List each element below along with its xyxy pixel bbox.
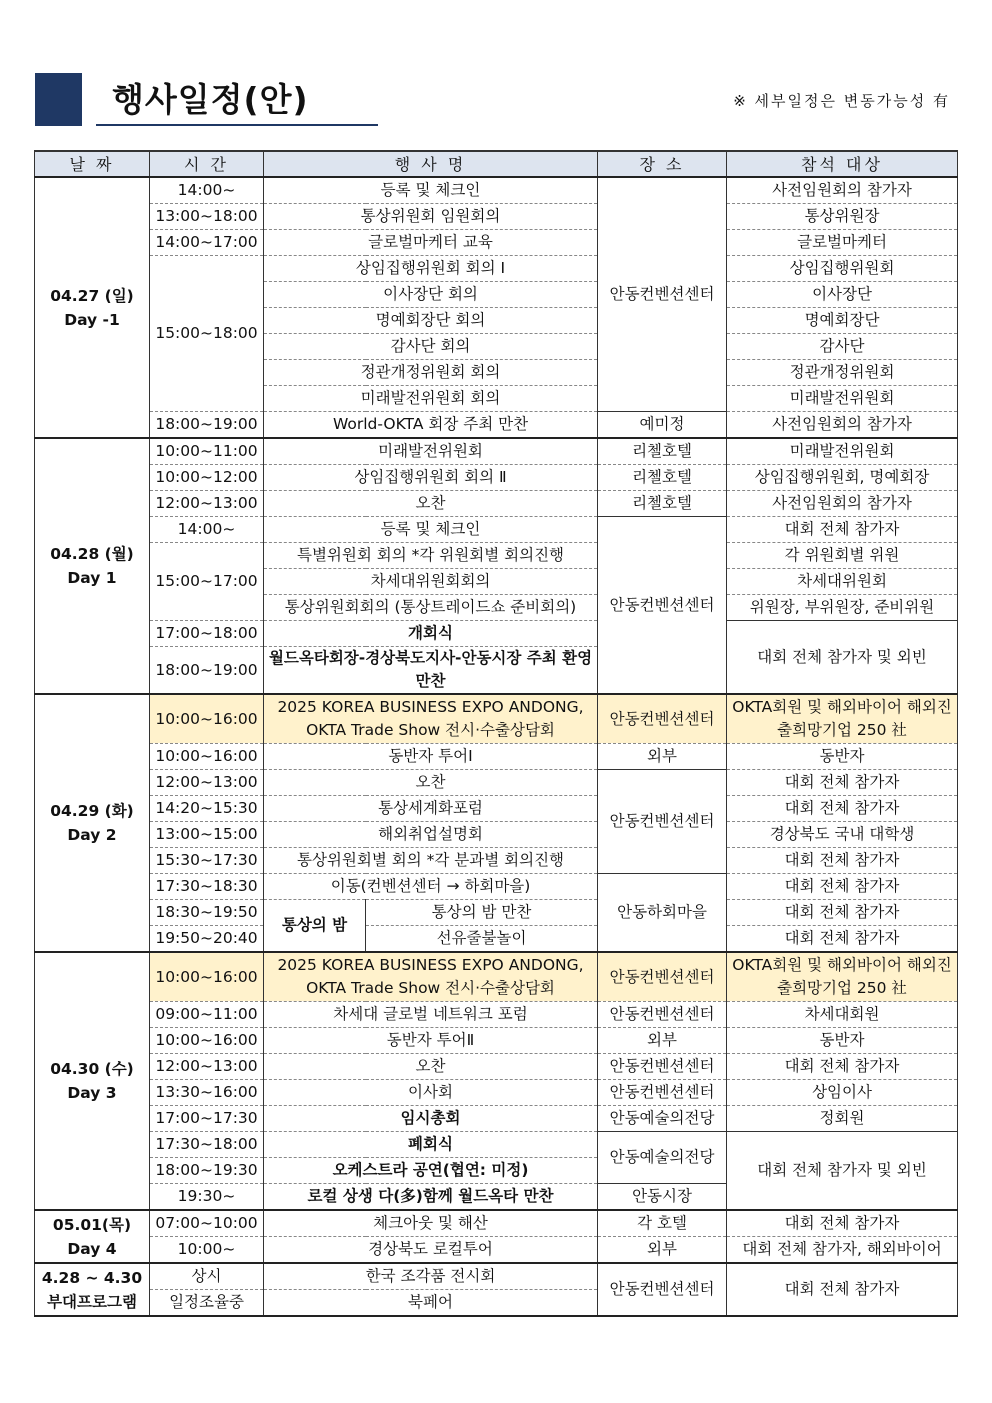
time-cell: 12:00~13:00 [150,491,264,517]
table-row [35,204,958,230]
date-cell: 04.27 (일) Day -1 [35,177,150,438]
event-cell: 통상위원회회의 (통상트레이드쇼 준비회의) [264,595,598,621]
event-cell: 감사단 회의 [264,334,598,360]
table-row [35,770,958,796]
table-header-row [35,151,958,177]
event-cell: 이사회 [264,1080,598,1106]
time-cell: 10:00~16:00 [150,1028,264,1054]
attendee-cell: 대회 전체 참가자 [727,874,958,900]
attendee-cell: 사전임원회의 참가자 [727,412,958,439]
place-cell: 안동컨벤션센터 [598,952,727,1002]
time-cell: 12:00~13:00 [150,770,264,796]
table-row [35,744,958,770]
time-cell: 19:50~20:40 [150,926,264,953]
place-cell: 안동하회마을 [598,874,727,953]
attendee-cell: 대회 전체 참가자 [727,926,958,953]
table-row [35,952,958,1002]
schedule-table [34,150,958,1317]
event-cell: 2025 KOREA BUSINESS EXPO ANDONG, OKTA Trade Show 전시·수출상담회 [264,694,598,744]
attendee-cell: 사전임원회의 참가자 [727,491,958,517]
place-cell: 외부 [598,744,727,770]
place-cell: 안동컨벤션센터 [598,694,727,744]
time-cell: 10:00~11:00 [150,438,264,465]
attendee-cell: 대회 전체 참가자 [727,900,958,926]
table-row [35,1080,958,1106]
event-cell: 오찬 [264,491,598,517]
event-cell: 로컬 상생 다(多)함께 월드옥타 만찬 [264,1184,598,1211]
event-cell: 동반자 투어Ⅰ [264,744,598,770]
event-cell: 특별위원회 회의 *각 위원회별 회의진행 [264,543,598,569]
event-cell: 북페어 [264,1290,598,1317]
event-cell: 임시총회 [264,1106,598,1132]
attendee-cell: 미래발전위원회 [727,438,958,465]
time-cell: 15:00~18:00 [150,256,264,412]
place-cell: 안동컨벤션센터 [598,1080,727,1106]
time-cell: 13:30~16:00 [150,1080,264,1106]
place-cell: 안동컨벤션센터 [598,770,727,874]
event-cell: 경상북도 로컬투어 [264,1237,598,1264]
time-cell: 18:00~19:00 [150,412,264,439]
col-header-event: 행 사 명 [264,151,598,177]
date-cell: 04.29 (화) Day 2 [35,694,150,952]
attendee-cell: 상임집행위원회, 명예회장 [727,465,958,491]
time-cell: 13:00~15:00 [150,822,264,848]
event-cell: 체크아웃 및 해산 [264,1210,598,1237]
attendee-cell: OKTA회원 및 해외바이어 해외진출희망기업 250 社 [727,694,958,744]
date-cell: 04.28 (월) Day 1 [35,438,150,694]
place-cell: 리첼호텔 [598,465,727,491]
table-row [35,621,958,647]
attendee-cell: 대회 전체 참가자 및 외빈 [727,1132,958,1211]
table-row [35,412,958,439]
time-cell: 09:00~11:00 [150,1002,264,1028]
time-cell: 10:00~16:00 [150,694,264,744]
place-cell: 외부 [598,1237,727,1264]
page-title: 행사일정(안) [112,80,309,119]
time-cell: 17:00~18:00 [150,621,264,647]
attendee-cell: 대회 전체 참가자 [727,848,958,874]
place-cell: 안동컨벤션센터 [598,1263,727,1316]
table-row [35,1210,958,1237]
table-row [35,256,958,282]
attendee-cell: 통상위원장 [727,204,958,230]
col-header-date: 날 짜 [35,151,150,177]
place-cell: 안동예술의전당 [598,1132,727,1184]
attendee-cell: 동반자 [727,744,958,770]
table-row [35,1028,958,1054]
title-underline [96,124,378,126]
place-cell: 리첼호텔 [598,491,727,517]
attendee-cell: 정관개정위원회 [727,360,958,386]
event-cell: 통상의 밤 만찬 [366,900,598,926]
attendee-cell: 감사단 [727,334,958,360]
time-cell: 14:00~ [150,177,264,204]
attendee-cell: 대회 전체 참가자 [727,1210,958,1237]
place-cell: 안동예술의전당 [598,1106,727,1132]
event-cell: 월드옥타회장-경상북도지사-안동시장 주최 환영 만찬 [264,647,598,695]
table-row [35,465,958,491]
attendee-cell: 대회 전체 참가자, 해외바이어 [727,1237,958,1264]
date-cell: 4.28 ~ 4.30 부대프로그램 [35,1263,150,1316]
col-header-time: 시 간 [150,151,264,177]
time-cell: 18:30~19:50 [150,900,264,926]
attendee-cell: 대회 전체 참가자 및 외빈 [727,621,958,695]
time-cell: 17:30~18:30 [150,874,264,900]
attendee-cell: 경상북도 국내 대학생 [727,822,958,848]
table-row [35,848,958,874]
table-row [35,1106,958,1132]
event-cell: 통상위원회 임원회의 [264,204,598,230]
event-cell: 개회식 [264,621,598,647]
table-row [35,177,958,204]
event-cell: 선유줄불놀이 [366,926,598,953]
time-cell: 15:30~17:30 [150,848,264,874]
time-cell: 10:00~ [150,1237,264,1264]
table-row [35,694,958,744]
title-block-decoration [35,73,82,126]
event-cell: 폐회식 [264,1132,598,1158]
attendee-cell: 대회 전체 참가자 [727,796,958,822]
event-cell: World-OKTA 회장 주최 만찬 [264,412,598,439]
time-cell: 14:20~15:30 [150,796,264,822]
time-cell: 17:30~18:00 [150,1132,264,1158]
place-cell: 예미정 [598,412,727,439]
event-cell: 오찬 [264,1054,598,1080]
place-cell: 외부 [598,1028,727,1054]
event-cell: 오찬 [264,770,598,796]
col-header-attendee: 참석 대상 [727,151,958,177]
event-cell: 이사장단 회의 [264,282,598,308]
place-cell: 안동컨벤션센터 [598,1054,727,1080]
place-cell: 안동컨벤션센터 [598,1002,727,1028]
time-cell: 13:00~18:00 [150,204,264,230]
attendee-cell: 정회원 [727,1106,958,1132]
event-cell: 명예회장단 회의 [264,308,598,334]
time-cell: 10:00~16:00 [150,744,264,770]
event-cell: 통상위원회별 회의 *각 분과별 회의진행 [264,848,598,874]
table-row [35,491,958,517]
place-cell: 안동컨벤션센터 [598,517,727,695]
table-row [35,1002,958,1028]
table-row [35,1132,958,1158]
time-cell: 일정조율중 [150,1290,264,1317]
attendee-cell: 상임이사 [727,1080,958,1106]
schedule-note: ※ 세부일정은 변동가능성 有 [733,92,950,110]
attendee-cell: 대회 전체 참가자 [727,770,958,796]
attendee-cell: 이사장단 [727,282,958,308]
attendee-cell: 위원장, 부위원장, 준비위원 [727,595,958,621]
table-row [35,926,958,953]
time-cell: 19:30~ [150,1184,264,1211]
attendee-cell: 동반자 [727,1028,958,1054]
table-row [35,900,958,926]
event-cell: 통상세계화포럼 [264,796,598,822]
event-cell: 해외취업설명회 [264,822,598,848]
time-cell: 18:00~19:30 [150,1158,264,1184]
attendee-cell: 사전임원회의 참가자 [727,177,958,204]
attendee-cell: 대회 전체 참가자 [727,1054,958,1080]
place-cell: 리첼호텔 [598,438,727,465]
date-cell: 05.01(목) Day 4 [35,1210,150,1263]
event-group-cell: 통상의 밤 [264,900,366,953]
event-cell: 한국 조각품 전시회 [264,1263,598,1290]
event-cell: 이동(컨벤션센터 → 하회마을) [264,874,598,900]
event-cell: 차세대위원회회의 [264,569,598,595]
event-cell: 동반자 투어Ⅱ [264,1028,598,1054]
event-cell: 2025 KOREA BUSINESS EXPO ANDONG, OKTA Trade Show 전시·수출상담회 [264,952,598,1002]
event-cell: 상임집행위원회 회의 Ⅱ [264,465,598,491]
table-row [35,543,958,569]
event-cell: 글로벌마케터 교육 [264,230,598,256]
attendee-cell: 대회 전체 참가자 [727,1263,958,1316]
table-row [35,1054,958,1080]
attendee-cell: OKTA회원 및 해외바이어 해외진출희망기업 250 社 [727,952,958,1002]
table-row [35,438,958,465]
table-row [35,517,958,543]
attendee-cell: 차세대위원회 [727,569,958,595]
table-row [35,1263,958,1290]
table-row [35,874,958,900]
event-cell: 차세대 글로벌 네트워크 포럼 [264,1002,598,1028]
event-cell: 등록 및 체크인 [264,517,598,543]
place-cell: 안동컨벤션센터 [598,177,727,412]
time-cell: 10:00~16:00 [150,952,264,1002]
time-cell: 12:00~13:00 [150,1054,264,1080]
time-cell: 18:00~19:00 [150,647,264,695]
time-cell: 07:00~10:00 [150,1210,264,1237]
col-header-place: 장 소 [598,151,727,177]
event-cell: 미래발전위원회 [264,438,598,465]
attendee-cell: 대회 전체 참가자 [727,517,958,543]
time-cell: 14:00~17:00 [150,230,264,256]
table-row [35,822,958,848]
table-row [35,1237,958,1264]
attendee-cell: 각 위원회별 위원 [727,543,958,569]
event-cell: 등록 및 체크인 [264,177,598,204]
place-cell: 각 호텔 [598,1210,727,1237]
time-cell: 15:00~17:00 [150,543,264,621]
event-cell: 상임집행위원회 회의 Ⅰ [264,256,598,282]
event-cell: 정관개정위원회 회의 [264,360,598,386]
table-row [35,796,958,822]
table-row [35,230,958,256]
time-cell: 10:00~12:00 [150,465,264,491]
attendee-cell: 상임집행위원회 [727,256,958,282]
attendee-cell: 명예회장단 [727,308,958,334]
attendee-cell: 차세대회원 [727,1002,958,1028]
attendee-cell: 글로벌마케터 [727,230,958,256]
event-cell: 미래발전위원회 회의 [264,386,598,412]
place-cell: 안동시장 [598,1184,727,1211]
time-cell: 17:00~17:30 [150,1106,264,1132]
attendee-cell: 미래발전위원회 [727,386,958,412]
date-cell: 04.30 (수) Day 3 [35,952,150,1210]
time-cell: 상시 [150,1263,264,1290]
time-cell: 14:00~ [150,517,264,543]
event-cell: 오케스트라 공연(협연: 미정) [264,1158,598,1184]
